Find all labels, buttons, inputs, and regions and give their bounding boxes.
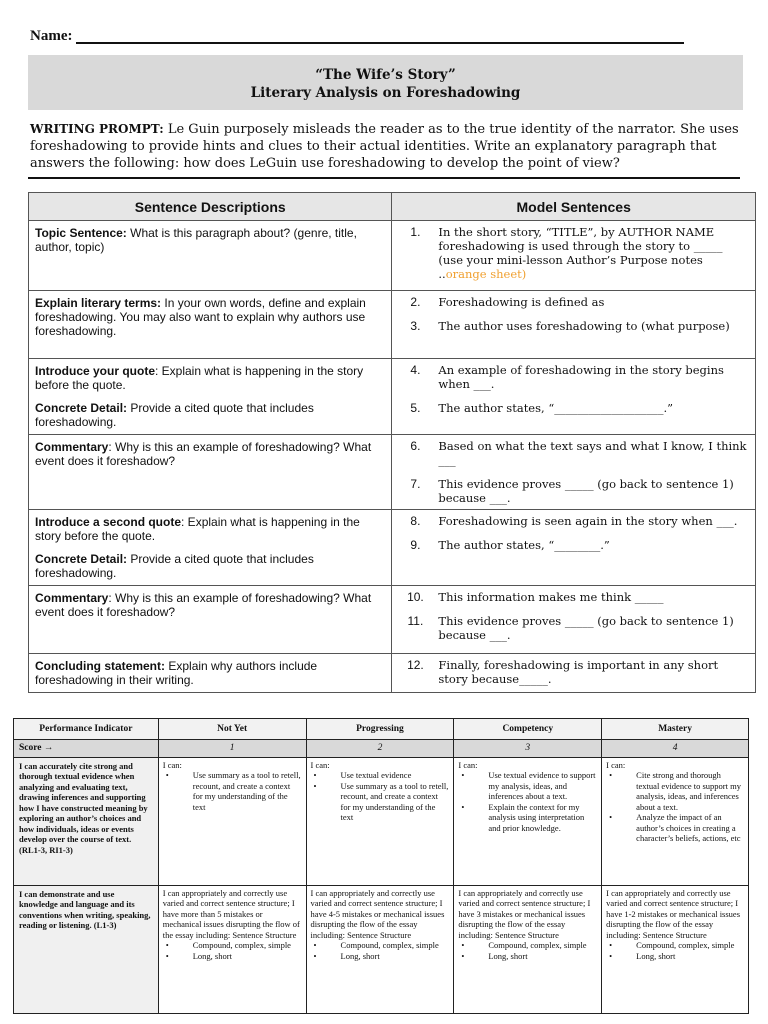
sentence-number: 3. <box>410 319 421 333</box>
sentence-number: 12. <box>407 658 424 672</box>
sentence-body: The author states, “________.” <box>438 538 610 552</box>
rubric-cell-intro: I can appropriately and correctly use varied and correct sentence structure; I have more than 5 mistakes or mechanical issues disrupting the flow of the essay including: Sentence Structure <box>162 887 300 940</box>
description-term: Commentary <box>35 440 109 454</box>
description-term: Introduce a second quote <box>35 515 182 529</box>
rubric-bullet-list <box>606 770 744 844</box>
rubric-header-row <box>14 719 749 740</box>
model-sentence <box>392 614 749 642</box>
sentence-body: This evidence proves _____ (go back to sentence 1) because ___. <box>438 614 734 642</box>
description-text: Provide a cited quote that includes foreshadowing. <box>35 552 314 580</box>
description-text: Explain why authors include foreshadowing in their writing. <box>35 659 318 687</box>
sentence-number: 2. <box>410 295 421 309</box>
sentence-number: 6. <box>410 439 421 453</box>
prompt-divider <box>28 177 740 179</box>
rubric-bullet-list <box>458 940 597 961</box>
rubric-bullet: • Use textual evidence to support my analysis, ideas, and inferences about a text. <box>458 770 597 802</box>
name-underline[interactable] <box>76 42 684 44</box>
organizer-row <box>29 359 756 435</box>
sentence-body: This evidence proves _____ (go back to sentence 1) because ___. <box>438 477 734 505</box>
rubric-bullet: • Use textual evidence <box>311 770 450 781</box>
rubric-bullet: • Analyze the impact of an author’s choices in creating a character’s beliefs, actions, etc <box>606 812 744 844</box>
rubric-cell-intro: I can: <box>606 759 626 770</box>
writing-prompt-label: WRITING PROMPT: <box>30 122 164 136</box>
organizer-row <box>29 435 756 510</box>
performance-indicator: I can demonstrate and use knowledge and language and its conventions when writing, speaking, reading or listening. (L1-3) <box>14 885 159 1013</box>
rubric-bullet: • Cite strong and thorough textual evidence to support my analysis, ideas, and inferences about a text. <box>606 770 744 812</box>
score-label: Score → <box>14 740 159 758</box>
description-term: Concrete Detail: <box>35 552 128 566</box>
sentence-text <box>438 658 749 686</box>
sentence-text <box>438 439 749 467</box>
model-sentence <box>392 514 749 528</box>
model-sentence <box>392 590 749 604</box>
rubric-cell <box>602 885 749 1013</box>
description-paragraph <box>35 226 385 254</box>
story-title: “The Wife’s Story” <box>315 67 456 83</box>
organizer-row <box>29 510 756 586</box>
description-text: What is this paragraph about? (genre, title, author, topic) <box>35 226 357 254</box>
sentence-body: The author states, “___________________.” <box>438 401 673 415</box>
rubric-cell <box>602 757 749 885</box>
rubric-bullet-list <box>163 770 302 812</box>
rubric-bullet: • Use summary as a tool to retell, recount, and create a context for my understanding of the text <box>311 781 450 823</box>
sentence-number: 4. <box>410 363 421 377</box>
sentence-text <box>438 295 749 309</box>
writing-prompt-text: Le Guin purposely misleads the reader as to the true identity of the narrator. She uses foreshadowing to provide hints and clues to their actual identities. Write an explanatory paragraph that answers the following: how does LeGuin use foreshadowing to develop the point of view? <box>30 122 739 171</box>
description-paragraph <box>35 552 385 580</box>
organizer-header-row <box>29 193 756 221</box>
rubric-header-mastery: Mastery <box>602 719 749 740</box>
rubric-header-progressing: Progressing <box>306 719 454 740</box>
model-sentence-cell <box>392 435 756 510</box>
rubric-bullet-list <box>311 940 450 961</box>
rubric-bullet: • Compound, complex, simple <box>311 940 450 951</box>
model-sentence <box>392 538 749 552</box>
rubric-cell <box>158 757 306 885</box>
sentence-description-cell <box>29 221 392 291</box>
sentence-number: 11. <box>407 614 424 628</box>
performance-indicator: I can accurately cite strong and thorough textual evidence when analyzing and evaluating text, drawing inferences and supporting how I have constructed meaning by exploring an author’s choices and how individuals, ideas or events develop over the course of text. (RL1-3, RI1-3) <box>14 757 159 885</box>
model-sentence <box>392 225 749 281</box>
rubric-bullet: • Compound, complex, simple <box>606 940 744 951</box>
rubric-cell-intro: I can appropriately and correctly use varied and correct sentence structure; I have 3 mistakes or mechanical issues disrupting the flow of the essay including: Sentence Structure <box>458 887 591 940</box>
description-paragraph <box>35 515 385 543</box>
rubric-cell <box>454 757 602 885</box>
description-term: Commentary <box>35 591 109 605</box>
sentence-text <box>438 319 749 333</box>
description-text: : Why is this an example of foreshadowing? What event does it foreshadow? <box>35 440 372 468</box>
name-label: Name: <box>30 28 73 44</box>
rubric-cell <box>454 885 602 1013</box>
rubric-bullet: • Long, short <box>311 951 450 962</box>
sentence-description-cell <box>29 435 392 510</box>
description-text: Provide a cited quote that includes foreshadowing. <box>35 401 314 429</box>
sentence-body: This information makes me think _____ <box>438 590 664 604</box>
rubric-cell-intro: I can: <box>310 759 330 770</box>
model-sentence <box>392 319 749 333</box>
sentence-number: 5. <box>410 401 421 415</box>
sentence-number: 7. <box>410 477 421 491</box>
sentence-text <box>438 363 749 391</box>
sentence-text <box>438 614 749 642</box>
rubric-row <box>14 757 749 885</box>
rubric-header-competency: Competency <box>454 719 602 740</box>
rubric-bullet: • Long, short <box>163 951 302 962</box>
model-sentences-header: Model Sentences <box>392 193 756 221</box>
model-sentence-cell <box>392 654 756 693</box>
sentence-text <box>438 514 749 528</box>
description-term: Concrete Detail: <box>35 401 128 415</box>
organizer-row <box>29 654 756 693</box>
model-sentence <box>392 658 749 686</box>
model-sentence <box>392 295 749 309</box>
sentence-description-cell <box>29 510 392 586</box>
model-sentence <box>392 401 749 415</box>
rubric-score-row <box>14 740 749 758</box>
description-text: : Explain what is happening in the story before the quote. <box>35 364 364 392</box>
sentence-body: The author uses foreshadowing to (what purpose) <box>438 319 730 333</box>
description-term: Explain literary terms: <box>35 296 162 310</box>
sentence-body: Based on what the text says and what I know, I think ___ <box>438 439 747 467</box>
description-term: Introduce your quote <box>35 364 155 378</box>
description-paragraph <box>35 659 385 687</box>
writing-prompt <box>30 121 740 172</box>
description-paragraph <box>35 364 385 392</box>
organizer-row <box>29 291 756 359</box>
rubric-bullet-list <box>163 940 302 961</box>
description-paragraph <box>35 296 385 338</box>
sentence-body: Finally, foreshadowing is important in any short story because_____. <box>438 658 719 686</box>
model-sentence-cell <box>392 586 756 654</box>
score-value: 1 <box>158 740 306 758</box>
rubric-bullet: • Long, short <box>606 951 744 962</box>
rubric-bullet-list <box>606 940 744 961</box>
sentence-number: 10. <box>407 590 424 604</box>
sentence-note-orange: orange sheet) <box>445 267 527 281</box>
description-text: : Why is this an example of foreshadowing? What event does it foreshadow? <box>35 591 372 619</box>
description-paragraph <box>35 440 385 468</box>
description-term: Concluding statement: <box>35 659 166 673</box>
sentence-body: Foreshadowing is defined as <box>438 295 605 309</box>
score-value: 2 <box>306 740 454 758</box>
rubric-bullet: • Explain the context for my analysis using interpretation and prior knowledge. <box>458 802 597 834</box>
sentence-description-cell <box>29 359 392 435</box>
description-text: : Explain what is happening in the story before the quote. <box>35 515 360 543</box>
rubric-table <box>13 718 749 1014</box>
sentence-description-cell <box>29 654 392 693</box>
model-sentence-cell <box>392 359 756 435</box>
description-term: Topic Sentence: <box>35 226 127 240</box>
description-paragraph <box>35 591 385 619</box>
sentence-number: 9. <box>410 538 421 552</box>
organizer-row <box>29 221 756 291</box>
rubric-cell-intro: I can appropriately and correctly use varied and correct sentence structure; I have 4-5 mistakes or mechanical issues disrupting the flow of the essay including: Sentence Structure <box>310 887 445 940</box>
description-text: In your own words, define and explain foreshadowing. You may also want to explain why authors use foreshadowing. <box>35 296 366 338</box>
rubric-bullet: • Compound, complex, simple <box>458 940 597 951</box>
sentence-number: 1. <box>410 225 421 239</box>
rubric-cell <box>306 885 454 1013</box>
sentence-text <box>438 401 749 415</box>
sentence-description-cell <box>29 291 392 359</box>
name-field[interactable] <box>30 26 684 48</box>
rubric-bullet-list <box>458 770 597 833</box>
sentence-body: An example of foreshadowing in the story begins when ___. <box>438 363 724 391</box>
rubric-row <box>14 885 749 1013</box>
rubric-bullet: • Long, short <box>458 951 597 962</box>
score-value: 4 <box>602 740 749 758</box>
rubric-cell-intro: I can: <box>162 759 182 770</box>
sentence-text <box>438 590 749 604</box>
model-sentence <box>392 477 749 505</box>
model-sentence-cell <box>392 221 756 291</box>
sentence-body: Foreshadowing is seen again in the story when ___. <box>438 514 738 528</box>
rubric-bullet-list <box>311 770 450 823</box>
sentence-body: In the short story, “TITLE”, by AUTHOR NAME foreshadowing is used through the story to _____ (use your mini-lesson Author’s Purpose notes .. <box>438 225 723 281</box>
rubric-bullet: • Use summary as a tool to retell, recount, and create a context for my understanding of the text <box>163 770 302 812</box>
assignment-title: Literary Analysis on Foreshadowing <box>250 85 521 101</box>
model-sentence-cell <box>392 291 756 359</box>
rubric-bullet: • Compound, complex, simple <box>163 940 302 951</box>
description-paragraph <box>35 401 385 429</box>
paragraph-organizer-table <box>28 192 756 693</box>
sentence-number: 8. <box>410 514 421 528</box>
rubric-cell-intro: I can: <box>458 759 478 770</box>
model-sentence-cell <box>392 510 756 586</box>
sentence-text <box>438 477 749 505</box>
rubric-cell-intro: I can appropriately and correctly use varied and correct sentence structure; I have 1-2 mistakes or mechanical issues disrupting the flow of the essay including: Sentence Structure <box>606 887 741 940</box>
sentence-descriptions-header: Sentence Descriptions <box>29 193 392 221</box>
model-sentence <box>392 363 749 391</box>
model-sentence <box>392 439 749 467</box>
rubric-cell <box>158 885 306 1013</box>
sentence-text <box>438 225 749 281</box>
rubric-header-indicator: Performance Indicator <box>14 719 159 740</box>
organizer-row <box>29 586 756 654</box>
score-value: 3 <box>454 740 602 758</box>
rubric-header-not-yet: Not Yet <box>158 719 306 740</box>
rubric-cell <box>306 757 454 885</box>
sentence-text <box>438 538 749 552</box>
title-banner <box>28 55 743 110</box>
sentence-description-cell <box>29 586 392 654</box>
